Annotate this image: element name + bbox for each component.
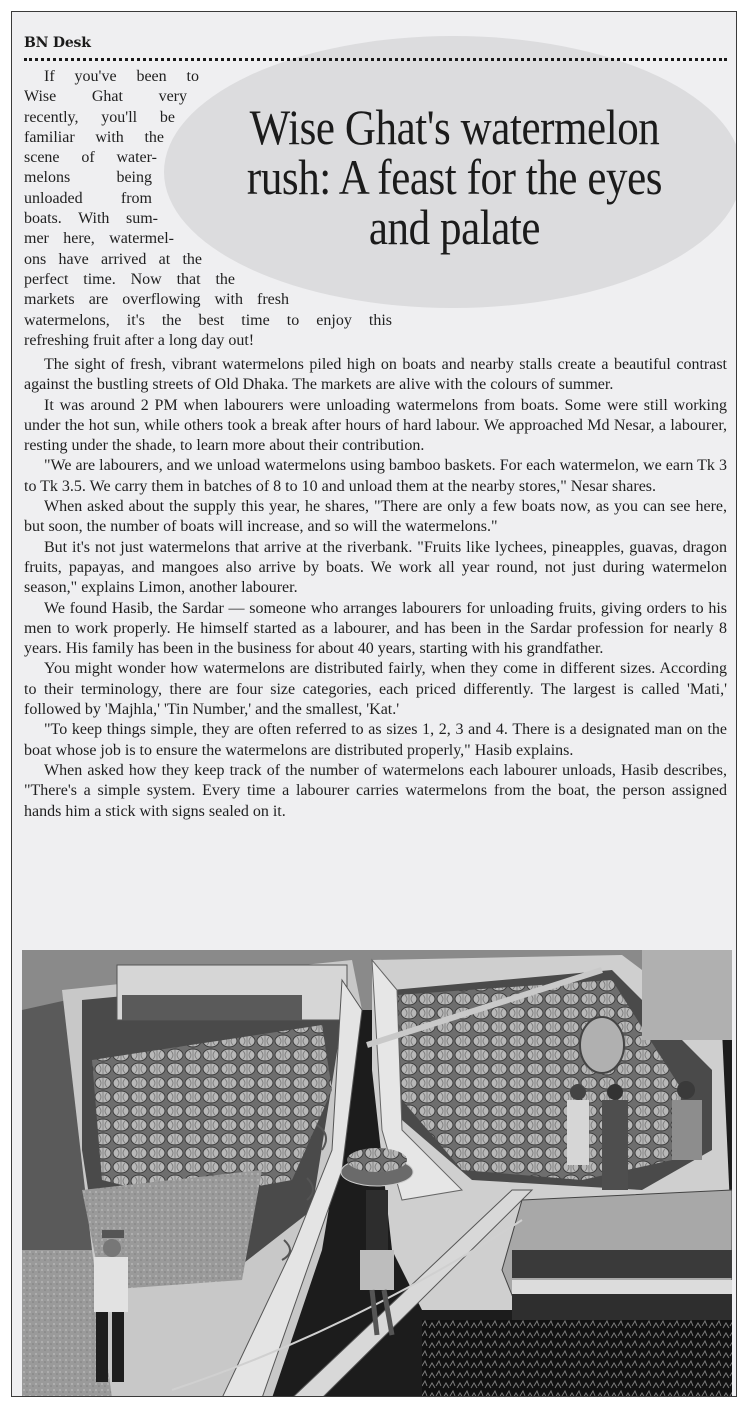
lead-line: refreshing fruit after a long day out! (24, 331, 255, 349)
article-page (11, 11, 737, 1397)
headline-line-2: rush: A feast for the eyes (246, 149, 663, 205)
paragraph: "To keep things simple, they are often referred to as sizes 1, 2, 3 and 4. There is a designated man on the boat whose job is to ensure the watermelons are distributed properly," Hasib explains. (24, 721, 727, 759)
article-body (24, 355, 727, 822)
lead-line: unloaded from (24, 189, 152, 207)
article-photo (22, 950, 732, 1397)
lead-paragraph (24, 67, 392, 351)
lead-line: mer here, watermel- (24, 230, 174, 248)
paragraph: You might wonder how watermelons are distributed fairly, when they come in different sizes. According to their terminology, there are four size categories, each priced differently. The largest is called 'Mati,' followed by 'Majhla,' 'Tin Number,' and the smallest, 'Kat.' (24, 660, 727, 719)
lead-line: boats. With sum- (24, 210, 158, 228)
paragraph: The sight of fresh, vibrant watermelons piled high on boats and nearby stalls create a beautiful contrast against the bustling streets of Old Dhaka. The markets are alive with the colours of summer. (24, 356, 727, 394)
lead-line: recently, you'll be (24, 108, 175, 126)
lead-line: markets are overflowing with fresh (24, 291, 289, 309)
lead-line: melons being (24, 169, 152, 187)
byline-divider (24, 58, 727, 61)
lead-line: If you've been to (44, 68, 199, 85)
lead-line: ons have arrived at the (24, 250, 202, 268)
lead-line: Wise Ghat very (24, 88, 187, 106)
headline-line-1: Wise Ghat's watermelon (249, 99, 660, 155)
byline: BN Desk (24, 35, 91, 51)
paragraph: When asked how they keep track of the number of watermelons each labourer unloads, Hasib describes, "There's a simple system. Every time a labourer carries watermelons from the boat, the person assigned hands him a stick with signs sealed on it. (24, 761, 727, 820)
lead-line: watermelons, it's the best time to enjoy this (24, 311, 392, 329)
lead-line: scene of water- (24, 149, 157, 167)
paragraph: It was around 2 PM when labourers were unloading watermelons from boats. Some were still working under the hot sun, while others took a break after hours of hard labour. We approached Md Nesar, a labourer, resting under the shade, to learn more about their contribution. (24, 396, 727, 455)
lead-line: perfect time. Now that the (24, 270, 235, 288)
paragraph: But it's not just watermelons that arrive at the riverbank. "Fruits like lychees, pineapples, guavas, dragon fruits, papayas, and mangoes also arrive by boats. We work all year round, not just during watermelon season," explains Limon, another labourer. (24, 538, 727, 597)
boats-watermelons-illustration (22, 950, 732, 1397)
paragraph: We found Hasib, the Sardar — someone who arranges labourers for unloading fruits, giving orders to his men to work properly. He himself started as a labourer, and has been in the Sardar profession for nearly 8 years. His family has been in the business for about 40 years, starting with his grandfather. (24, 599, 727, 658)
headline-line-3: and palate (368, 199, 541, 255)
paragraph: "We are labourers, and we unload watermelons using bamboo baskets. For each watermelon, we earn Tk 3 to Tk 3.5. We carry them in batches of 8 to 10 and unload them at the nearby stores," Nesar shares. (24, 457, 727, 495)
paragraph: When asked about the supply this year, he shares, "There are only a few boats now, as you can see here, but soon, the number of boats will increase, and so will the watermelons." (24, 498, 727, 536)
lead-line: familiar with the (24, 128, 164, 146)
